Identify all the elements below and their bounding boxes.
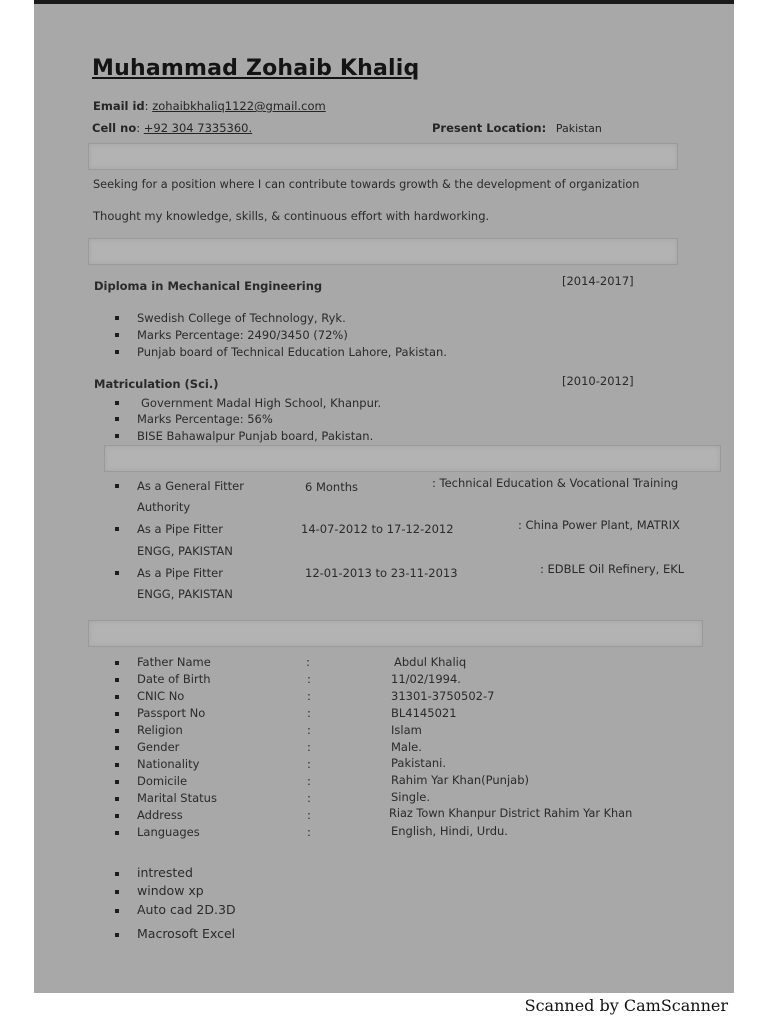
experience-org: : Technical Education & Vocational Training bbox=[432, 476, 679, 490]
section-bar-experience bbox=[104, 445, 721, 472]
personal-label: Gender bbox=[137, 740, 180, 754]
location-line bbox=[432, 121, 602, 135]
experience-org-cont: ENGG, PAKISTAN bbox=[137, 544, 233, 558]
personal-sep: : bbox=[307, 774, 311, 788]
personal-sep: : bbox=[306, 655, 310, 669]
personal-value: Rahim Yar Khan(Punjab) bbox=[391, 773, 529, 787]
location-label: Present Location: bbox=[432, 121, 547, 135]
cell-label: Cell no bbox=[92, 121, 137, 135]
education-item: Marks Percentage: 2490/3450 (72%) bbox=[137, 328, 348, 342]
bullet bbox=[115, 571, 119, 575]
bullet bbox=[115, 933, 119, 937]
experience-org: : EDBLE Oil Refinery, EKL bbox=[540, 562, 685, 576]
skill-item: window xp bbox=[137, 883, 204, 898]
bullet bbox=[115, 417, 119, 421]
experience-period: 14-07-2012 to 17-12-2012 bbox=[301, 522, 454, 536]
personal-sep: : bbox=[307, 825, 311, 839]
section-bar-education bbox=[88, 238, 678, 265]
personal-label: Languages bbox=[137, 825, 200, 839]
education-item: BISE Bahawalpur Punjab board, Pakistan. bbox=[137, 429, 374, 443]
education-years: [2010-2012] bbox=[562, 374, 634, 388]
personal-sep: : bbox=[307, 808, 311, 822]
cell-separator: : bbox=[136, 121, 144, 135]
experience-period: 6 Months bbox=[305, 480, 359, 494]
experience-role: As a Pipe Fitter bbox=[137, 566, 223, 580]
bullet bbox=[115, 872, 119, 876]
skill-item: Auto cad 2D.3D bbox=[137, 902, 236, 917]
cell-number: +92 304 7335360. bbox=[143, 121, 253, 135]
personal-value: English, Hindi, Urdu. bbox=[391, 824, 508, 838]
bullet bbox=[115, 316, 119, 320]
bullet bbox=[115, 831, 119, 835]
personal-value: 11/02/1994. bbox=[391, 672, 461, 686]
personal-sep: : bbox=[307, 689, 311, 703]
objective-line-2: Thought my knowledge, skills, & continuous effort with hardworking. bbox=[93, 209, 490, 223]
personal-value: Single. bbox=[391, 790, 431, 804]
personal-label: Religion bbox=[137, 723, 183, 737]
bullet bbox=[115, 797, 119, 801]
experience-role: As a Pipe Fitter bbox=[137, 522, 223, 536]
section-bar-objective bbox=[88, 143, 678, 170]
personal-sep: : bbox=[307, 740, 311, 754]
section-bar-personal bbox=[88, 620, 703, 647]
email-line bbox=[93, 99, 326, 113]
education-item: Punjab board of Technical Education Lahore, Pakistan. bbox=[137, 345, 447, 359]
personal-label: CNIC No bbox=[137, 689, 185, 703]
bullet bbox=[115, 814, 119, 818]
education-title: Diploma in Mechanical Engineering bbox=[94, 279, 323, 293]
personal-label: Father Name bbox=[137, 655, 211, 669]
bullet bbox=[115, 434, 119, 438]
bullet bbox=[115, 333, 119, 337]
personal-value: Abdul Khaliq bbox=[394, 655, 467, 669]
bullet bbox=[115, 890, 119, 894]
bullet bbox=[115, 763, 119, 767]
experience-org-cont: Authority bbox=[137, 500, 191, 514]
bullet bbox=[115, 909, 119, 913]
personal-label: Address bbox=[137, 808, 183, 822]
personal-label: Passport No bbox=[137, 706, 206, 720]
bullet bbox=[115, 780, 119, 784]
skill-item: Macrosoft Excel bbox=[137, 926, 236, 941]
bullet bbox=[115, 350, 119, 354]
personal-value: Riaz Town Khanpur District Rahim Yar Khan bbox=[389, 807, 633, 820]
bullet bbox=[115, 712, 119, 716]
experience-period: 12-01-2013 to 23-11-2013 bbox=[305, 566, 458, 580]
personal-label: Nationality bbox=[137, 757, 200, 771]
education-item: Marks Percentage: 56% bbox=[137, 412, 273, 426]
bullet bbox=[115, 484, 119, 488]
experience-org-cont: ENGG, PAKISTAN bbox=[137, 587, 233, 601]
personal-value: BL4145021 bbox=[391, 706, 457, 720]
bullet bbox=[115, 746, 119, 750]
email-link[interactable]: zohaibkhaliq1122@gmail.com bbox=[152, 99, 326, 113]
experience-role: As a General Fitter bbox=[137, 479, 244, 493]
personal-sep: : bbox=[307, 723, 311, 737]
location-value: Pakistan bbox=[555, 122, 602, 135]
bullet bbox=[115, 527, 119, 531]
cell-line bbox=[92, 121, 252, 135]
personal-value: Islam bbox=[391, 723, 422, 737]
candidate-name: Muhammad Zohaib Khaliq bbox=[92, 56, 420, 81]
bullet bbox=[115, 678, 119, 682]
bullet bbox=[115, 729, 119, 733]
scan-edge bbox=[34, 0, 734, 4]
education-item: Swedish College of Technology, Ryk. bbox=[137, 311, 346, 325]
personal-label: Marital Status bbox=[137, 791, 217, 805]
scanner-watermark: Scanned by CamScanner bbox=[524, 996, 728, 1015]
personal-value: Male. bbox=[391, 740, 422, 754]
experience-org: : China Power Plant, MATRIX bbox=[518, 518, 680, 532]
education-years: [2014-2017] bbox=[562, 274, 634, 288]
bullet bbox=[115, 401, 119, 405]
email-label: Email id bbox=[93, 99, 145, 113]
personal-sep: : bbox=[307, 706, 311, 720]
personal-value: Pakistani. bbox=[391, 756, 447, 770]
personal-sep: : bbox=[307, 757, 311, 771]
bullet bbox=[115, 695, 119, 699]
education-title: Matriculation (Sci.) bbox=[94, 377, 219, 391]
email-separator: : bbox=[144, 99, 153, 113]
objective-line-1: Seeking for a position where I can contribute towards growth & the development of organization bbox=[93, 178, 640, 191]
personal-value: 31301-3750502-7 bbox=[391, 689, 495, 703]
bullet bbox=[115, 661, 119, 665]
personal-label: Date of Birth bbox=[137, 672, 211, 686]
personal-sep: : bbox=[307, 791, 311, 805]
personal-sep: : bbox=[307, 672, 311, 686]
personal-label: Domicile bbox=[137, 774, 188, 788]
education-item: Government Madal High School, Khanpur. bbox=[141, 396, 382, 410]
skill-item: intrested bbox=[137, 865, 193, 880]
